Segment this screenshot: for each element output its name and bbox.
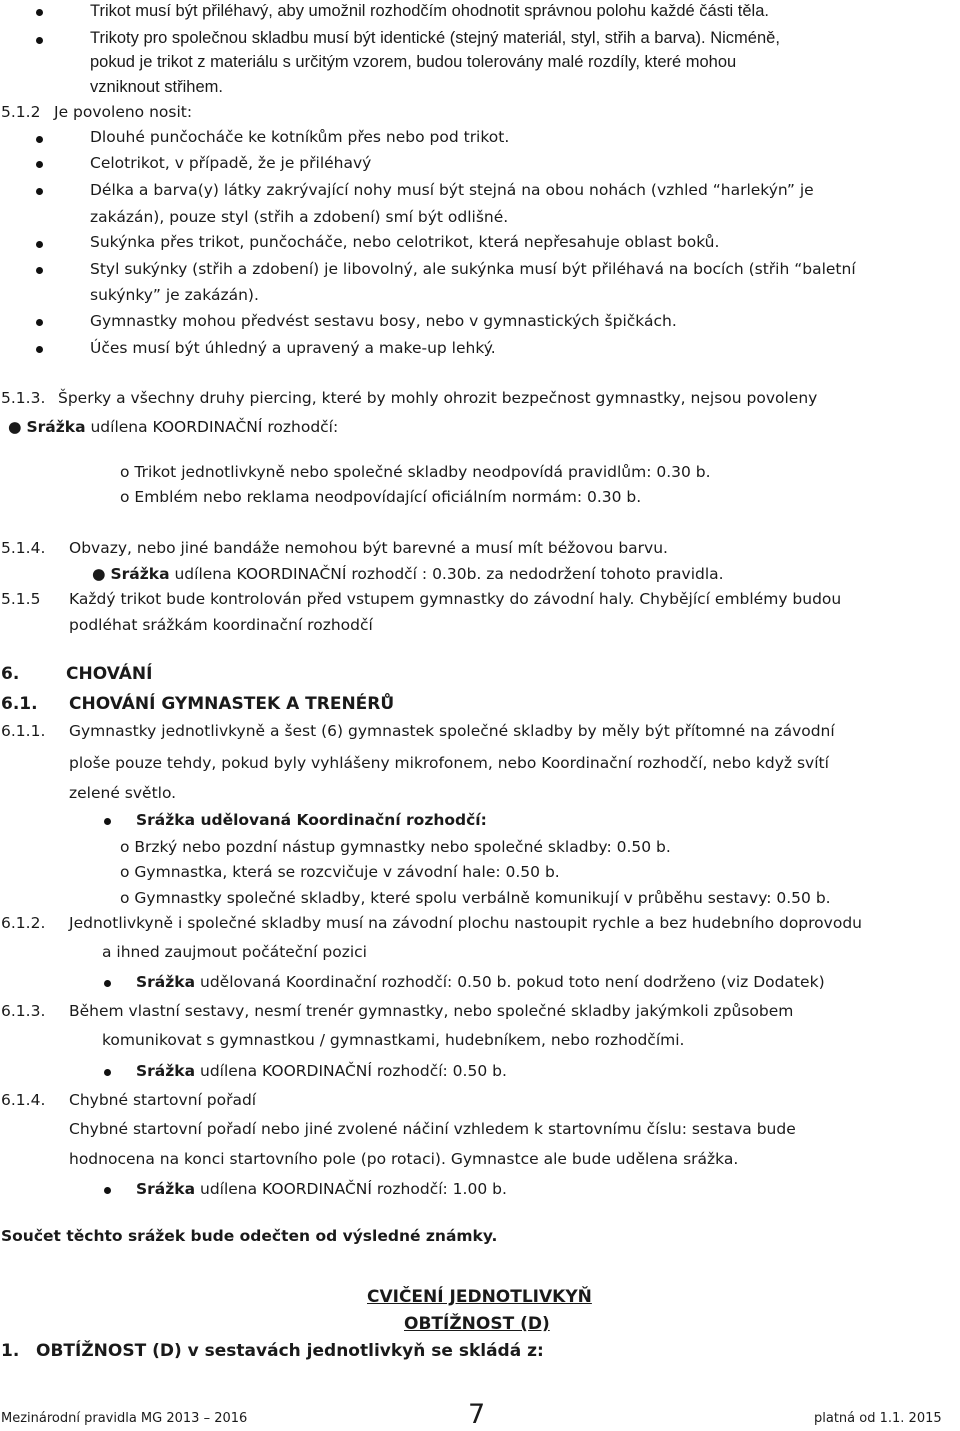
heading: OBTÍŽNOST (D) v sestavách jednotlivkyň se skládá z: — [36, 1341, 544, 1361]
list-item-continuation: sukýnky” je zakázán). — [90, 286, 259, 304]
section-text-continuation: Chybné startovní pořadí nebo jiné zvolené náčiní vzhledem k startovnímu číslu: sestava bude — [69, 1120, 796, 1138]
heading: CHOVÁNÍ GYMNASTEK A TRENÉRŮ — [69, 694, 395, 714]
section-number: 6.1.2. — [1, 914, 46, 932]
section-text-continuation: zelené světlo. — [69, 784, 177, 802]
list-item-continuation: vzniknout střihem. — [90, 78, 223, 96]
bullet-dot — [104, 1069, 111, 1076]
bullet-glyph: ● — [92, 565, 106, 583]
bullet-dot — [36, 241, 43, 248]
bullet-dot — [36, 161, 43, 168]
penalty-item: o Trikot jednotlivkyně nebo společné skladby neodpovídá pravidlům: 0.30 b. — [120, 463, 711, 481]
section-text-continuation: komunikovat s gymnastkou / gymnastkami, hudebníkem, nebo rozhodčími. — [102, 1031, 685, 1049]
bullet-dot — [104, 1187, 111, 1194]
penalty-label: Srážka — [136, 973, 196, 991]
section-text-continuation: a ihned zaujmout počáteční pozici — [102, 943, 367, 961]
penalty-item: o Brzký nebo pozdní nástup gymnastky nebo společné skladby: 0.50 b. — [120, 838, 671, 856]
section-number: 6.1.4. — [1, 1091, 46, 1109]
centered-subheading: OBTÍŽNOST (D) — [404, 1314, 550, 1334]
penalty-label: Srážka — [26, 418, 86, 436]
penalty-line — [8, 420, 338, 436]
bullet-dot — [36, 136, 43, 143]
bullet-glyph: ● — [8, 418, 22, 436]
heading-number: 6.1. — [1, 694, 38, 714]
section-text: Gymnastky jednotlivkyně a šest (6) gymnastek společné skladby by měly být přítomné na závodní — [69, 722, 835, 740]
section-number: 6.1.1. — [1, 722, 46, 740]
list-item: Sukýnka přes trikot, punčocháče, nebo celotrikot, která nepřesahuje oblast boků. — [90, 233, 720, 251]
list-item: Účes musí být úhledný a upravený a make-up lehký. — [90, 339, 496, 357]
section-text-continuation: podléhat srážkám koordinační rozhodčí — [69, 616, 373, 634]
bullet-dot — [36, 188, 43, 195]
centered-heading: CVIČENÍ JEDNOTLIVKYŇ — [367, 1287, 592, 1307]
heading-number: 1. — [1, 1341, 20, 1361]
section-number: 6.1.3. — [1, 1002, 46, 1020]
section-number: 5.1.2 — [1, 103, 41, 121]
penalty-text: udělovaná Koordinační rozhodčí: 0.50 b. pokud toto není dodrženo (viz Dodatek) — [200, 973, 825, 991]
section-number: 5.1.4. — [1, 539, 46, 557]
section-text-continuation: hodnocena na konci startovního pole (po rotaci). Gymnastce ale bude udělena srážka. — [69, 1150, 739, 1168]
list-item: Délka a barva(y) látky zakrývající nohy musí být stejná na obou nohách (vzhled “harlekýn” je — [90, 181, 814, 199]
section-text: Každý trikot bude kontrolován před vstupem gymnastky do závodní haly. Chybějící emblémy budou — [69, 590, 842, 608]
penalty-line — [92, 567, 724, 583]
bullet-dot — [36, 346, 43, 353]
footer-left: Mezinárodní pravidla MG 2013 – 2016 — [1, 1411, 248, 1426]
penalty-text: udílena KOORDINAČNÍ rozhodčí : 0.30b. za nedodržení tohoto pravidla. — [174, 565, 724, 583]
section-number: 5.1.5 — [1, 590, 41, 608]
heading: CHOVÁNÍ — [66, 664, 153, 684]
bullet-dot — [36, 37, 43, 44]
bullet-dot — [36, 9, 43, 16]
footer-right: platná od 1.1. 2015 — [814, 1411, 942, 1426]
penalty-text: udílena KOORDINAČNÍ rozhodčí: 0.50 b. — [200, 1062, 507, 1080]
penalty-label: Srážka — [136, 1062, 196, 1080]
heading-number: 6. — [1, 664, 20, 684]
bullet-dot — [104, 818, 111, 825]
penalty-text: udílena KOORDINAČNÍ rozhodčí: — [90, 418, 339, 436]
penalty-label: Srážka — [110, 565, 170, 583]
bullet-dot — [104, 980, 111, 987]
penalty-label: Srážka — [136, 1180, 196, 1198]
penalty-text: udílena KOORDINAČNÍ rozhodčí: 1.00 b. — [200, 1180, 507, 1198]
list-item: Celotrikot, v případě, že je přiléhavý — [90, 154, 372, 172]
bullet-dot — [36, 319, 43, 326]
list-item-continuation: pokud je trikot z materiálu s určitým vzorem, budou tolerovány malé rozdíly, které mohou — [90, 53, 737, 71]
section-number: 5.1.3. — [1, 389, 46, 407]
summary-text: Součet těchto srážek bude odečten od výsledné známky. — [1, 1227, 498, 1245]
list-item: Dlouhé punčocháče ke kotníkům přes nebo pod trikot. — [90, 128, 510, 146]
section-text: Jednotlivkyně i společné skladby musí na závodní plochu nastoupit rychle a bez hudebního doprovodu — [69, 914, 862, 932]
list-item: Trikot musí být přiléhavý, aby umožnil rozhodčím ohodnotit správnou polohu každé části těla. — [90, 2, 769, 20]
section-text-continuation: ploše pouze tehdy, pokud byly vyhlášeny mikrofonem, nebo Koordinační rozhodčí, nebo když svítí — [69, 754, 829, 772]
penalty-item: o Gymnastky společné skladby, které spolu verbálně komunikují v průběhu sestavy: 0.50 b. — [120, 889, 831, 907]
penalty-item: o Gymnastka, která se rozcvičuje v závodní hale: 0.50 b. — [120, 863, 560, 881]
list-item: Trikoty pro společnou skladbu musí být identické (stejný materiál, styl, střih a barva). Nicméně, — [90, 29, 780, 47]
list-item-continuation: zakázán), pouze styl (střih a zdobení) smí být odlišné. — [90, 208, 509, 226]
penalty-line — [136, 1182, 507, 1198]
section-text: Šperky a všechny druhy piercing, které by mohly ohrozit bezpečnost gymnastky, nejsou povoleny — [58, 389, 818, 407]
penalty-line — [136, 975, 825, 991]
section-text: Obvazy, nebo jiné bandáže nemohou být barevné a musí mít béžovou barvu. — [69, 539, 668, 557]
penalty-heading: Srážka udělovaná Koordinační rozhodčí: — [136, 811, 487, 829]
section-text: Je povoleno nosit: — [54, 103, 193, 121]
bullet-dot — [36, 267, 43, 274]
penalty-line — [136, 1064, 507, 1080]
page-number: 7 — [468, 1399, 486, 1430]
list-item: Styl sukýnky (střih a zdobení) je libovolný, ale sukýnka musí být přiléhavá na bocích (střih “baletní — [90, 260, 856, 278]
list-item: Gymnastky mohou předvést sestavu bosy, nebo v gymnastických špičkách. — [90, 312, 677, 330]
section-text: Chybné startovní pořadí — [69, 1091, 257, 1109]
penalty-item: o Emblém nebo reklama neodpovídající oficiálním normám: 0.30 b. — [120, 488, 642, 506]
section-text: Během vlastní sestavy, nesmí trenér gymnastky, nebo společné skladby jakýmkoli způsobem — [69, 1002, 794, 1020]
